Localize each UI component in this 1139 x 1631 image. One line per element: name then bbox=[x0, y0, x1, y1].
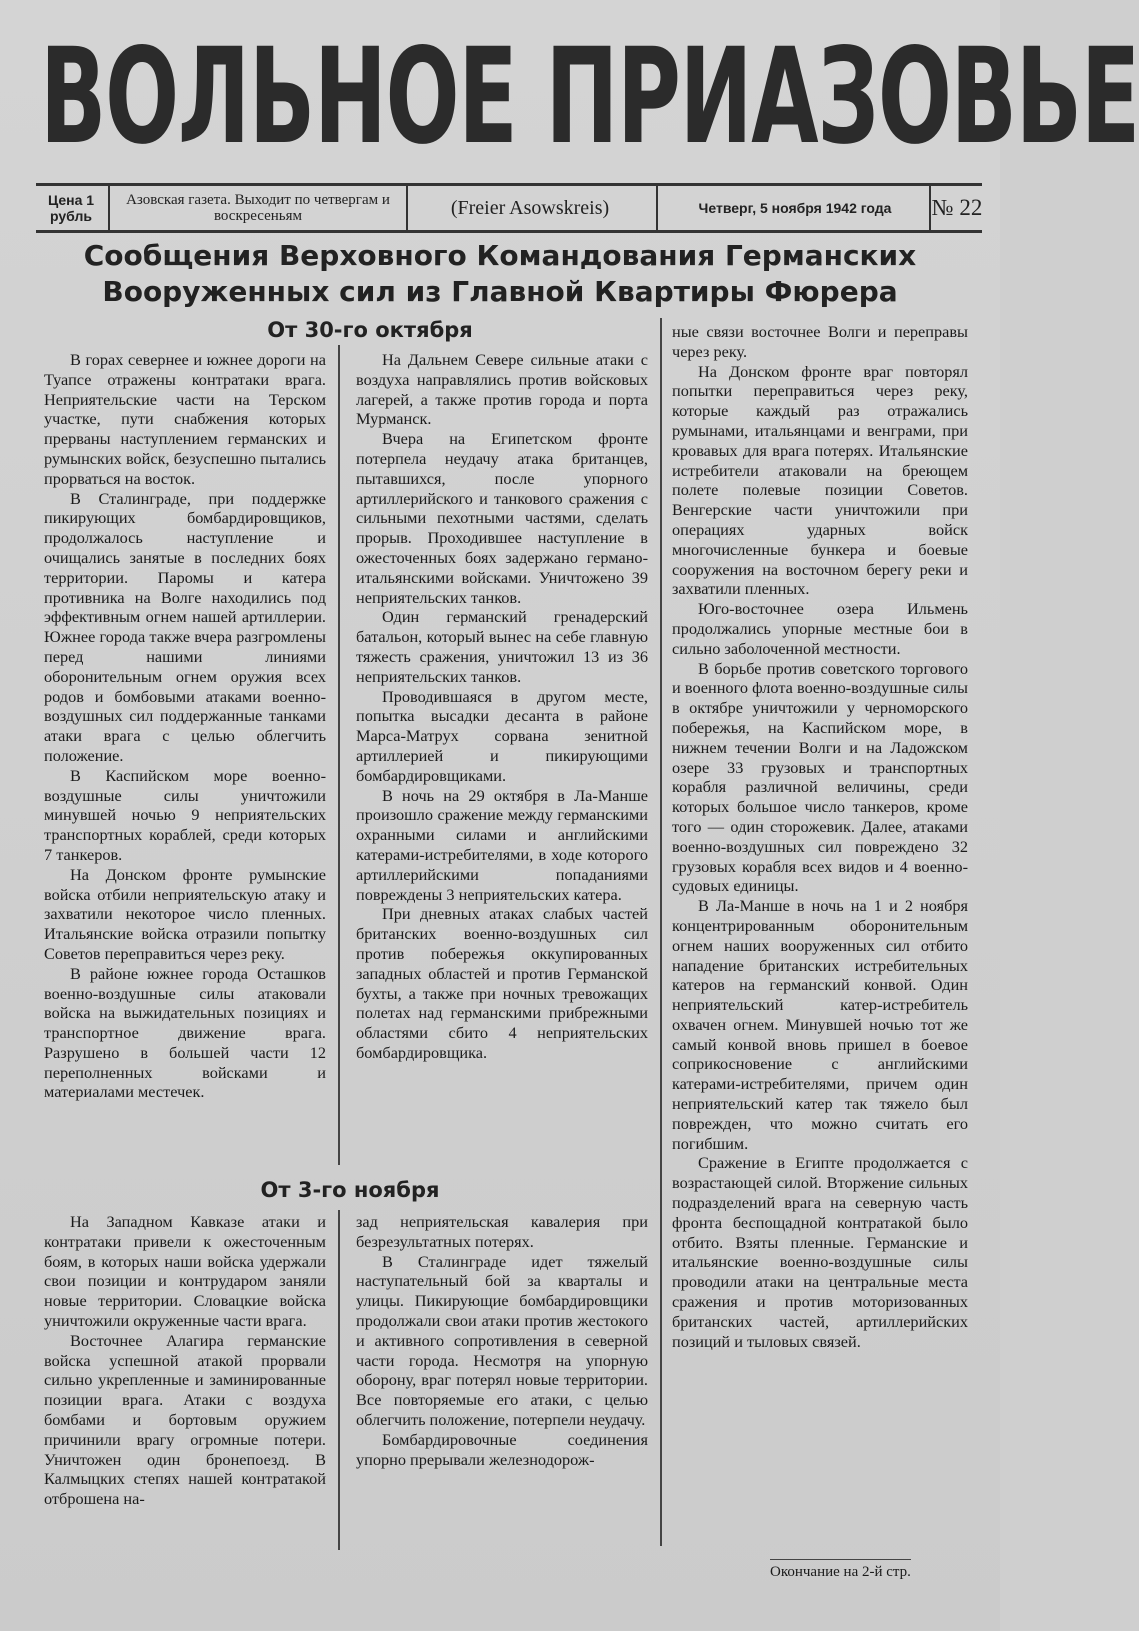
masthead-title: ВОЛЬНОЕ ПРИАЗОВЬЕ bbox=[40, 20, 1139, 174]
column-1-nov3 bbox=[44, 1212, 326, 1509]
paragraph: При дневных атаках слабых частей британских военно-воздушных сил против побережья оккупированных западных областей и против Германской бухты, а также при ночных тревожащих полетах над германскими прибрежными областями сбито 4 неприятельских бомбардировщика. bbox=[356, 904, 648, 1062]
paragraph: В Ла-Манше в ночь на 1 и 2 ноября концентрированным оборонительным огнем наших вооруженных сил отбито нападение британских истребительных катеров на германский конвой. Один неприятельский катер-истребитель охвачен огнем. Минувшей ночью тот же самый конвой вновь пришел в боевое соприкосновение с английскими катерами-истребителями, причем один неприятельский катер так тяжело был поврежден, что можно считать его погибшим. bbox=[672, 896, 968, 1153]
divider bbox=[656, 186, 658, 230]
paragraph: Бомбардировочные соединения упорно прерывали железнодорож- bbox=[356, 1429, 648, 1469]
paragraph: На Донском фронте румынские войска отбили неприятельскую атаку и захватили некоторое число пленных. Итальянские войска отразили попытку Советов переправиться через реку. bbox=[44, 864, 326, 963]
paragraph: На Западном Кавказе атаки и контратаки привели к ожесточенным боям, в которых наши войска удержали свои позиции и контрударом заняли новые территории. Словацкие войска уничтожили окруженные части врага. bbox=[44, 1212, 326, 1330]
column-2-nov3 bbox=[356, 1212, 648, 1469]
column-rule bbox=[338, 1210, 340, 1550]
column-rule bbox=[338, 345, 340, 1165]
continued-note: Окончание на 2-й стр. bbox=[770, 1564, 911, 1580]
divider bbox=[406, 186, 408, 230]
paragraph: В горах севернее и южнее дороги на Туапсе отражены контратаки врага. Неприятельские части на Терском участке, пути снабжения которых прерваны наступлением германских и румынских войск, безуспешно пытались прорваться на восток. bbox=[44, 350, 326, 488]
issue-date: Четверг, 5 ноября 1942 года bbox=[698, 200, 892, 216]
paragraph: В Сталинграде, при поддержке пикирующих бомбардировщиков, продолжалось наступление и очищались занятые в последних боях территории. Паромы и катера противника на Волге находились под эффективным огнем нашей артиллерии. Южнее города также вчера разгромлены перед нашими линиями оборонительным огнем оружия всех родов и бомбовыми атаками военно-воздушных сил поддержанные танками атаки врага с целью облегчить положение. bbox=[44, 488, 326, 765]
paragraph: В Каспийском море военно-воздушные силы уничтожили минувшей ночью 9 неприятельских транспортных кораблей, среди которых 7 танкеров. bbox=[44, 765, 326, 864]
publication-description: Азовская газета. Выходит по четвергам и воскресеньям bbox=[126, 192, 390, 224]
section-title-nov3: От 3-го ноября bbox=[260, 1178, 440, 1202]
column-rule bbox=[660, 318, 662, 1546]
paragraph: ные связи восточнее Волги и переправы через реку. bbox=[672, 322, 968, 361]
paragraph: В Сталинграде идет тяжелый наступательный бой за кварталы и улицы. Пикирующие бомбардировщики продолжали свои атаки против жестокого и активного сопротивления в северной части города. Несмотря на упорную оборону, враг потерял новые территории. Все повторяемые его атаки, с целью облегчить положение, потерпели неудачу. bbox=[356, 1251, 648, 1429]
column-1-oct30 bbox=[44, 350, 326, 1102]
paragraph: На Донском фронте враг повторял попытки переправиться через реку, которые каждый раз отражались румынами, итальянцами и венграми, при кровавых для врага потерях. Итальянские истребители атаковали на бреющем полете полевые позиции Советов. Венгерские части уничтожили при операциях ударных войск многочисленные бункера и боевые сооружения на восточном берегу реки и захватили пленных. bbox=[672, 361, 968, 599]
paragraph: Проводившаяся в другом месте, попытка высадки десанта в районе Марса-Матрух сорвана зенитной артиллерией и пикирующими бомбардировщиками. bbox=[356, 686, 648, 785]
paragraph: В борьбе против советского торгового и военного флота военно-воздушные силы в октябре уничтожили у черноморского побережья, на Каспийском море, в нижнем течении Волги и на Ладожском озере 33 грузовых и транспортных корабля различной величины, среди которых большое число танкеров, кроме того — один сторожевик. Далее, атаками военно-воздушных сил повреждено 32 грузовых корабля всех видов и 4 военно-судовых единицы. bbox=[672, 658, 968, 896]
issue-number: № 22 bbox=[931, 195, 983, 220]
german-title: (Freier Asowskreis) bbox=[450, 197, 610, 219]
main-headline: Сообщения Верховного Командования Германских Вооруженных сил из Главной Квартиры Фюрера bbox=[83, 239, 917, 308]
price-label: Цена 1 рубль bbox=[47, 192, 95, 224]
section-title-oct30: От 30-го октября bbox=[267, 318, 473, 342]
paragraph: В ночь на 29 октября в Ла-Манше произошло сражение между германскими охранными силами и английскими катерами-истребителями, в ходе которого артиллерийскими попаданиями повреждены 3 неприятельских катера. bbox=[356, 785, 648, 904]
column-3 bbox=[672, 322, 968, 1351]
paragraph: Вчера на Египетском фронте потерпела неудачу атака британцев, пытавшихся, после упорного артиллерийского и танкового сражения с сильными пехотными частями, сделать прорыв. Проходившее наступление в ожесточенных боях задержано германо-итальянскими войсками. Уничтожено 39 неприятельских танков. bbox=[356, 429, 648, 607]
paragraph: Сражение в Египте продолжается с возрастающей силой. Вторжение сильных подразделений врага на северную часть фронта беспощадной контратакой было отбито. Взяты пленные. Германские и итальянские военно-воздушные силы проводили атаки на центральные места сражения и против моторизованных британских частей, артиллерийских позиций и тыловых связей. bbox=[672, 1153, 968, 1351]
paragraph: Один германский гренадерский батальон, который вынес на себе главную тяжесть сражения, уничтожил 13 из 36 неприятельских танков. bbox=[356, 607, 648, 686]
paragraph: В районе южнее города Осташков военно-воздушные силы атаковали войска на выжидательных позициях и транспортное движение врага. Разрушено в большей части 12 переполненных войсками и материалами местечек. bbox=[44, 963, 326, 1102]
paragraph: зад неприятельская кавалерия при безрезультатных потерях. bbox=[356, 1212, 648, 1251]
paragraph: Юго-восточнее озера Ильмень продолжались упорные местные бои в сильно заболоченной местности. bbox=[672, 599, 968, 658]
paragraph: На Дальнем Севере сильные атаки с воздуха направлялись против войсковых лагерей, а также против города и порта Мурманск. bbox=[356, 350, 648, 429]
info-bar bbox=[36, 183, 982, 233]
column-2-oct30 bbox=[356, 350, 648, 1063]
paragraph: Восточнее Алагира германские войска успешной атакой прорвали сильно укрепленные и заминированные позиции врага. Атаки с воздуха бомбами и бортовым оружием причинили врагу огромные потери. Уничтожен один бронепоезд. В Калмыцких степях нашей контратакой отброшена на- bbox=[44, 1330, 326, 1509]
divider bbox=[108, 186, 110, 230]
